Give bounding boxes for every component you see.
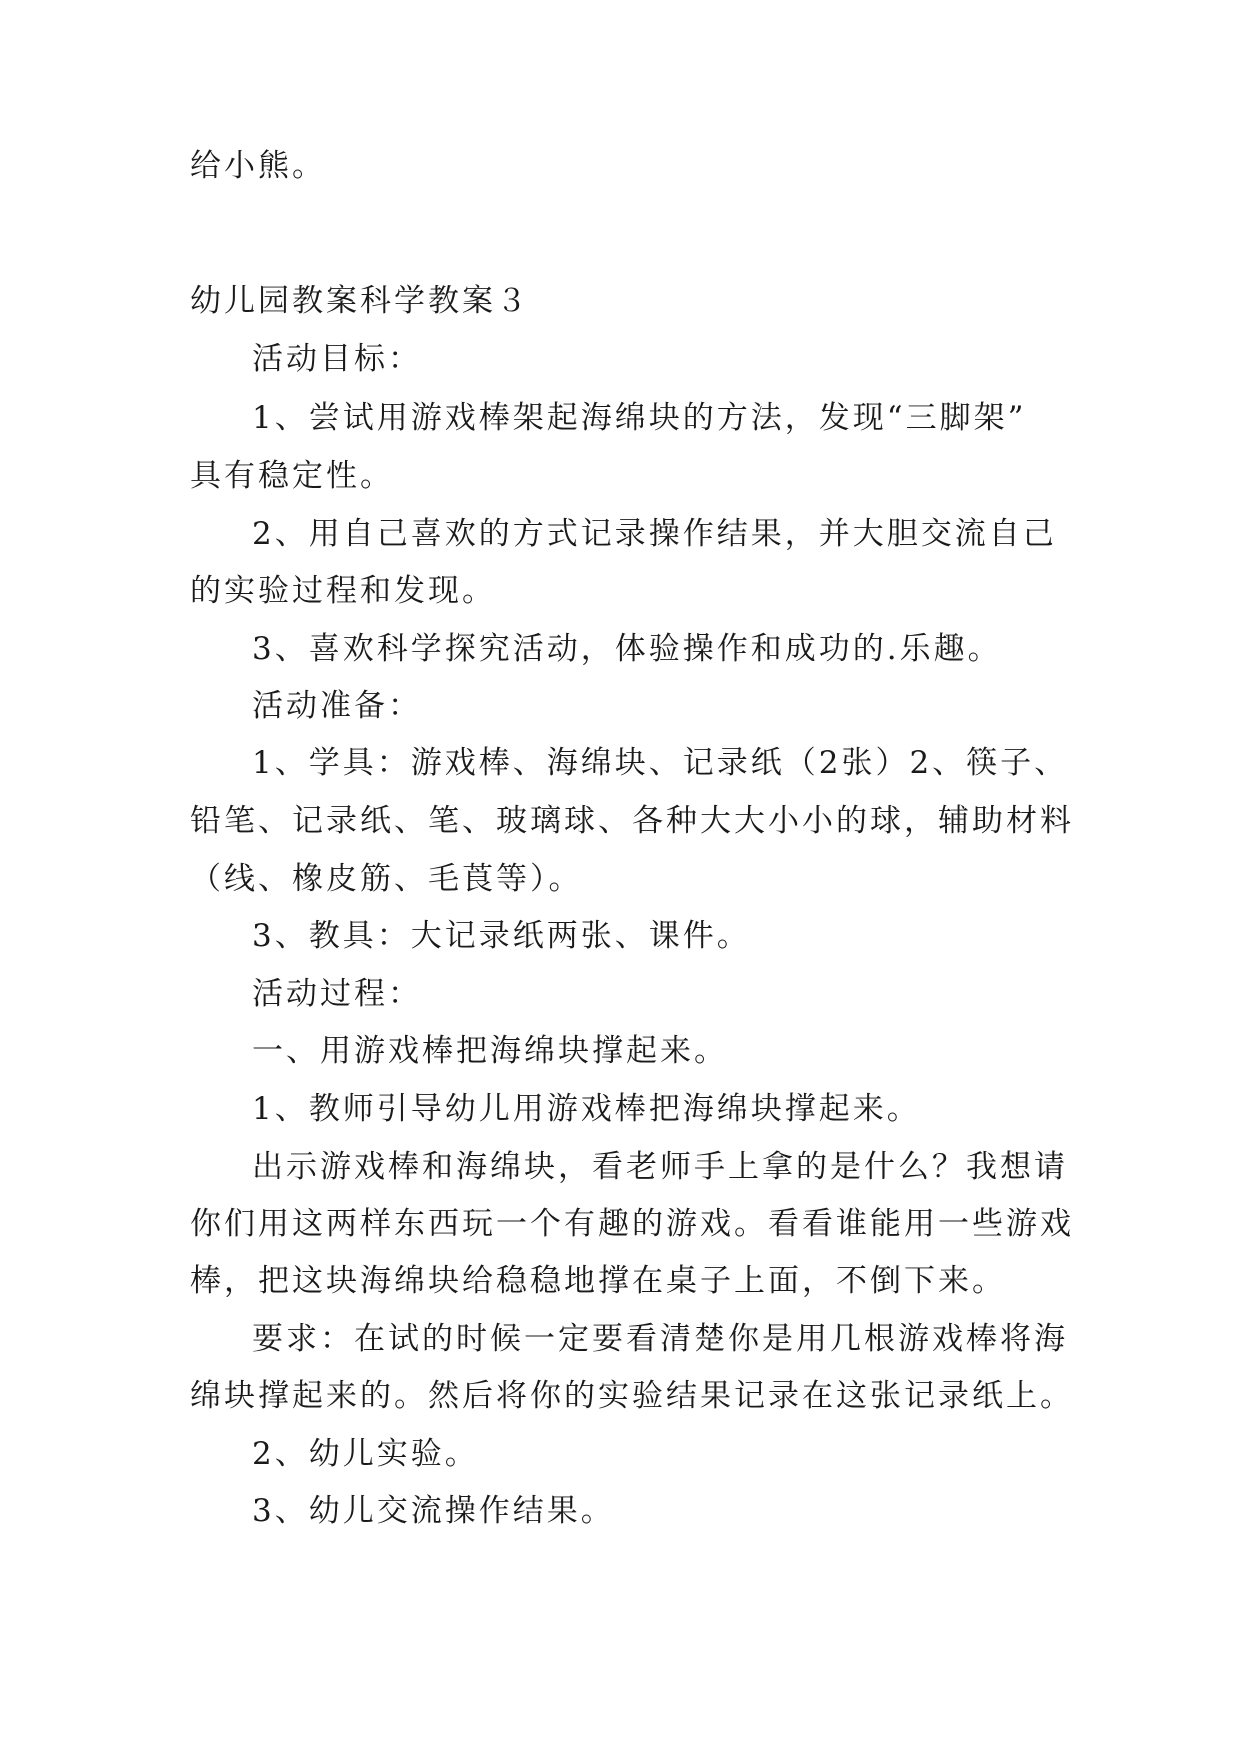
text-line: 1、学具：游戏棒、海绵块、记录纸（2张）2、筷子、: [252, 745, 1069, 781]
section-title: 幼儿园教案科学教案３: [190, 283, 530, 319]
text-line: 你们用这两样东西玩一个有趣的游戏。看看谁能用一些游戏: [190, 1206, 1074, 1242]
text-line: 绵块撑起来的。然后将你的实验结果记录在这张记录纸上。: [190, 1378, 1074, 1414]
text-line: 1、尝试用游戏棒架起海绵块的方法，发现“三脚架”: [252, 400, 1027, 436]
text-line: 给小熊。: [190, 148, 326, 184]
text-line: 活动目标：: [252, 341, 422, 377]
text-line: 活动过程：: [252, 976, 422, 1012]
text-line: 1、教师引导幼儿用游戏棒把海绵块撑起来。: [252, 1091, 921, 1127]
text-line: 铅笔、记录纸、笔、玻璃球、各种大大小小的球，辅助材料: [190, 803, 1074, 839]
text-line: 3、喜欢科学探究活动，体验操作和成功的.乐趣。: [252, 631, 1002, 667]
text-line: 的实验过程和发现。: [190, 573, 496, 609]
text-line: （线、橡皮筋、毛莨等）。: [190, 861, 583, 897]
text-line: 要求：在试的时候一定要看清楚你是用几根游戏棒将海: [252, 1321, 1068, 1357]
text-line: 2、用自己喜欢的方式记录操作结果，并大胆交流自己: [252, 516, 1057, 552]
text-line: 一、用游戏棒把海绵块撑起来。: [252, 1033, 728, 1069]
text-line: 3、教具：大记录纸两张、课件。: [252, 918, 751, 954]
text-line: 2、幼儿实验。: [252, 1436, 479, 1472]
text-line: 出示游戏棒和海绵块，看老师手上拿的是什么？我想请: [252, 1149, 1068, 1185]
text-line: 活动准备：: [252, 688, 422, 724]
text-line: 具有稳定性。: [190, 458, 394, 494]
text-line: 3、幼儿交流操作结果。: [252, 1493, 615, 1529]
text-line: 棒，把这块海绵块给稳稳地撑在桌子上面，不倒下来。: [190, 1263, 1006, 1299]
